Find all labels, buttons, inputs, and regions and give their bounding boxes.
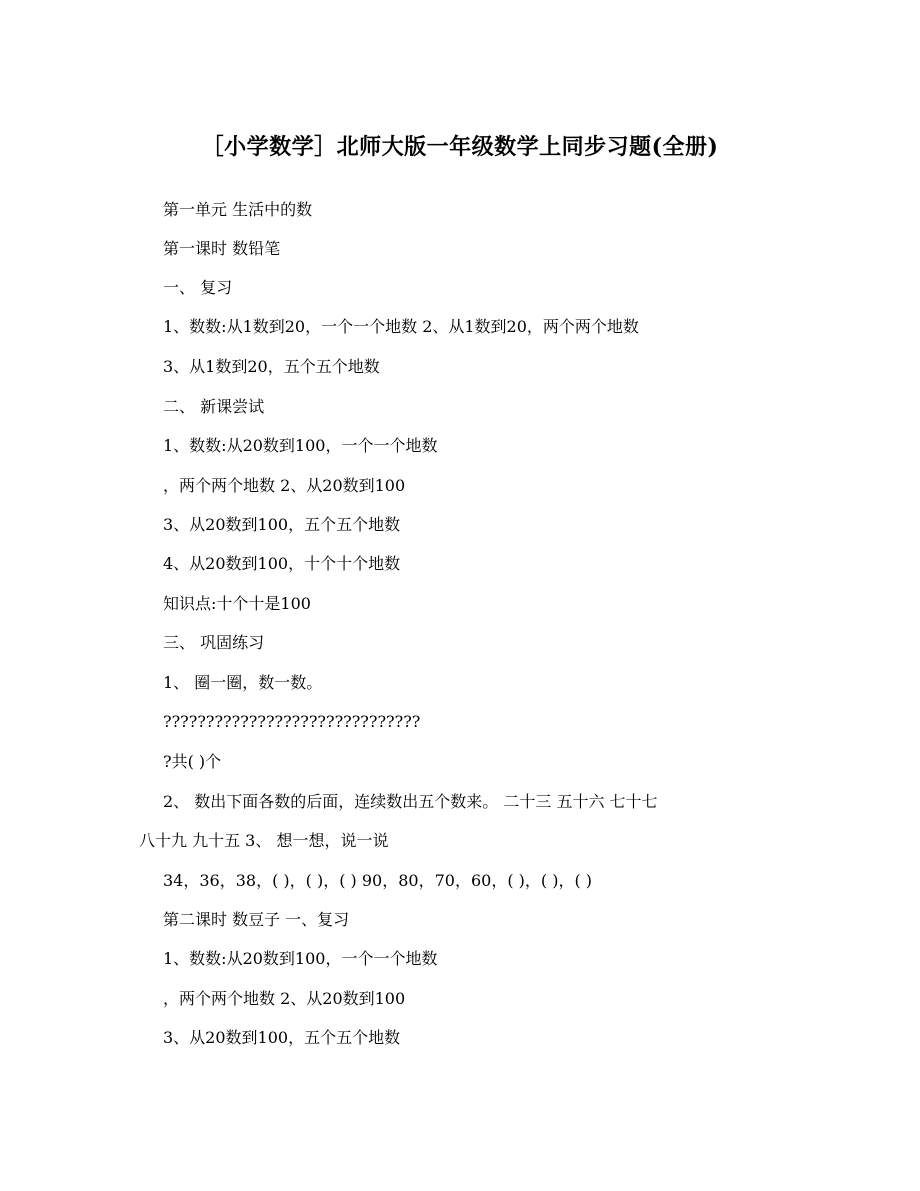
number-sequence: 34，36，38，( )，( )，( ) 90，80，70，60，( )，( )，( ): [163, 871, 593, 890]
text-line: ，两个两个地数 2、从20数到100: [163, 989, 406, 1008]
exercise-line: ?共( )个: [163, 752, 222, 771]
placeholder-symbols: ??????????????????????????????: [163, 712, 421, 731]
lesson-heading: 第二课时 数豆子 一、复习: [163, 910, 350, 929]
section-heading: 一、 复习: [163, 278, 233, 297]
section-heading: 二、 新课尝试: [163, 397, 265, 416]
knowledge-point: 知识点:十个十是100: [163, 594, 311, 613]
text-line: 4、从20数到100，十个十个地数: [163, 554, 401, 573]
section-heading: 三、 巩固练习: [163, 633, 265, 652]
unit-heading: 第一单元 生活中的数: [163, 200, 313, 219]
exercise-line: 1、 圈一圈，数一数。: [163, 673, 323, 692]
text-line: 3、从20数到100，五个五个地数: [163, 1028, 401, 1047]
text-line: ，两个两个地数 2、从20数到100: [163, 476, 406, 495]
text-line: 3、从1数到20，五个五个地数: [163, 357, 380, 376]
text-line: 1、数数:从20数到100，一个一个地数: [163, 436, 438, 455]
document-title: ［小学数学］北师大版一年级数学上同步习题(全册): [201, 134, 719, 160]
text-line: 3、从20数到100，五个五个地数: [163, 515, 401, 534]
exercise-line: 2、 数出下面各数的后面，连续数出五个数来。 二十三 五十六 七十七: [163, 792, 658, 811]
exercise-line: 八十九 九十五 3、 想一想，说一说: [139, 831, 389, 850]
text-line: 1、数数:从1数到20，一个一个地数 2、从1数到20，两个两个地数: [163, 317, 639, 336]
text-line: 1、数数:从20数到100，一个一个地数: [163, 949, 438, 968]
lesson-heading: 第一课时 数铅笔: [163, 239, 281, 258]
